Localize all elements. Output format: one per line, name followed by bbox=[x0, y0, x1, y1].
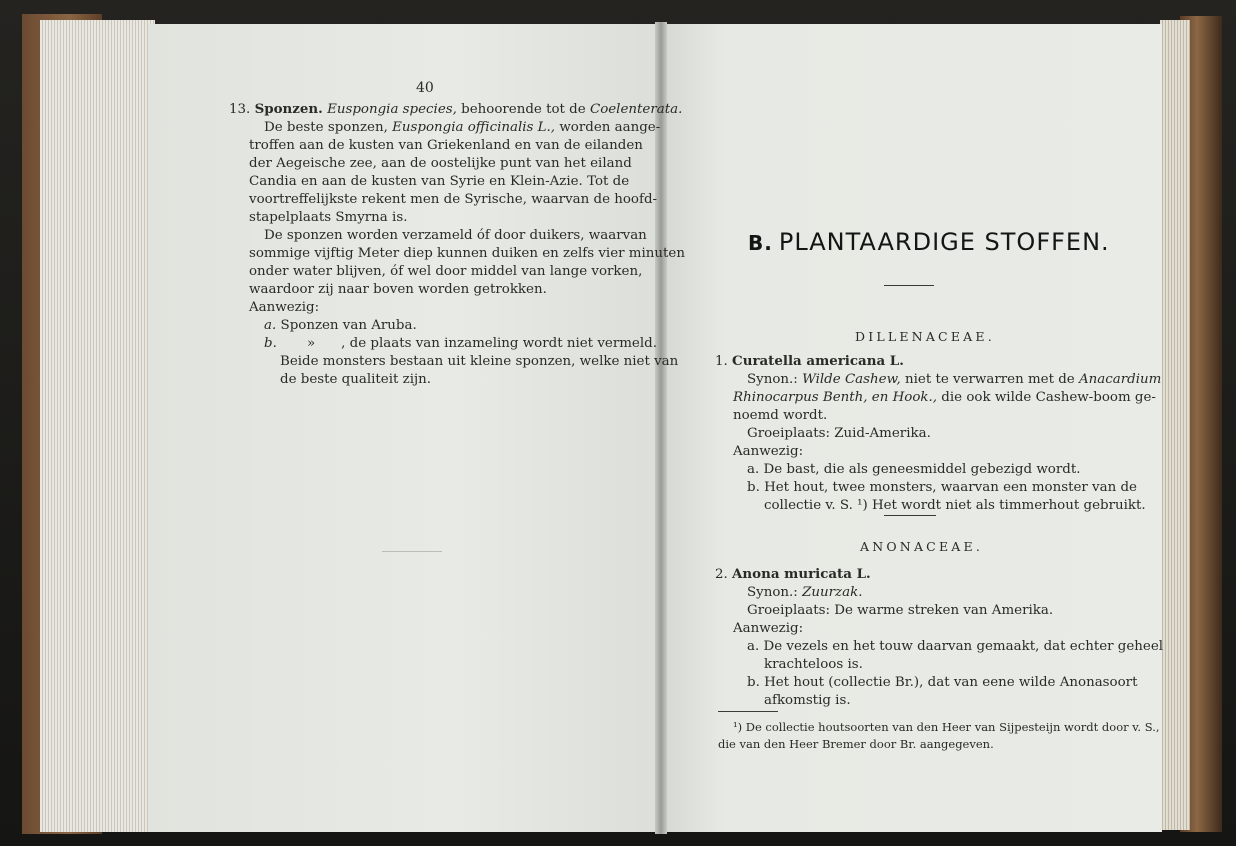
list-item: afkomstig is. bbox=[764, 693, 851, 708]
text-line: noemd wordt. bbox=[733, 408, 828, 423]
ditto-mark: » bbox=[307, 336, 316, 351]
text-line: stapelplaats Smyrna is. bbox=[249, 210, 408, 225]
synonym-line: Synon.: Wilde Cashew, niet te verwarren met de Anacardium bbox=[747, 372, 1162, 387]
entry-13-heading bbox=[229, 101, 682, 119]
page-edges-right bbox=[1160, 20, 1190, 830]
groeiplaats-line: Groeiplaats: De warme streken van Amerika. bbox=[747, 603, 1054, 618]
text-line: Beide monsters bestaan uit kleine sponzen, welke niet van bbox=[280, 354, 679, 369]
list-item: b. Het hout, twee monsters, waarvan een monster van de bbox=[747, 480, 1137, 495]
text-line: voortreffelijkste rekent men de Syrische, waarvan de hoofd- bbox=[249, 192, 658, 207]
section-heading bbox=[748, 228, 1110, 256]
synonym-line: Synon.: Zuurzak. bbox=[747, 585, 863, 600]
entry-1-heading: 1. Curatella americana L. bbox=[715, 353, 904, 369]
page-number: 40 bbox=[416, 80, 434, 96]
list-item: a. Sponzen van Aruba. bbox=[264, 318, 417, 333]
text-line: De beste sponzen, Euspongia officinalis L., worden aange- bbox=[264, 120, 661, 135]
list-item: b. » , de plaats van inzameling wordt niet vermeld. bbox=[264, 336, 657, 351]
page-edges-left bbox=[40, 20, 155, 832]
text-line: der Aegeische zee, aan de oostelijke punt van het eiland bbox=[249, 156, 632, 171]
bleed-rule bbox=[382, 551, 442, 552]
family-heading: DILLENACEAE. bbox=[855, 329, 995, 344]
list-item: a. De vezels en het touw daarvan gemaakt, dat echter geheel bbox=[747, 639, 1164, 654]
aanwezig-label: Aanwezig: bbox=[733, 444, 804, 459]
groeiplaats-line: Groeiplaats: Zuid-Amerika. bbox=[747, 426, 931, 441]
family-heading: ANONACEAE. bbox=[860, 539, 983, 554]
entry-taxon: Coelenterata. bbox=[589, 102, 683, 117]
footnote: ¹) De collectie houtsoorten van den Heer van Sijpesteijn wordt door v. S., bbox=[733, 720, 1160, 734]
section-letter: B. bbox=[748, 231, 773, 255]
footnote-rule bbox=[718, 711, 778, 712]
entry-name: Curatella americana L. bbox=[732, 353, 904, 369]
text-line: sommige vijftig Meter diep kunnen duiken en zelfs vier minuten bbox=[249, 246, 685, 261]
text-line: de beste qualiteit zijn. bbox=[280, 372, 432, 387]
aanwezig-label: Aanwezig: bbox=[249, 300, 320, 315]
divider bbox=[884, 515, 936, 516]
divider bbox=[884, 285, 934, 286]
text-line: Candia en aan de kusten van Syrie en Klein-Azie. Tot de bbox=[249, 174, 630, 189]
list-item: collectie v. S. ¹) Het wordt niet als timmerhout gebruikt. bbox=[764, 498, 1146, 513]
entry-2-heading: 2. Anona muricata L. bbox=[715, 566, 871, 582]
synonym-line: Rhinocarpus Benth, en Hook., die ook wilde Cashew-boom ge- bbox=[733, 390, 1156, 405]
text-line: troffen aan de kusten van Griekenland en van de eilanden bbox=[249, 138, 643, 153]
list-item: b. Het hout (collectie Br.), dat van eene wilde Anonasoort bbox=[747, 675, 1138, 690]
aanwezig-label: Aanwezig: bbox=[733, 621, 804, 636]
entry-number: 13. bbox=[229, 102, 251, 117]
footnote: die van den Heer Bremer door Br. aangegeven. bbox=[718, 737, 994, 751]
text-line: onder water blijven, óf wel door middel van lange vorken, bbox=[249, 264, 643, 279]
entry-name: Sponzen. bbox=[254, 101, 323, 117]
text-line: waardoor zij naar boven worden getrokken. bbox=[249, 282, 547, 297]
entry-name: Anona muricata L. bbox=[732, 566, 871, 582]
section-title: PLANTAARDIGE STOFFEN. bbox=[778, 228, 1110, 256]
list-item: a. De bast, die als geneesmiddel gebezigd wordt. bbox=[747, 462, 1081, 477]
entry-latin: Euspongia species, bbox=[327, 102, 457, 117]
list-item: krachteloos is. bbox=[764, 657, 863, 672]
latin-officinalis: Euspongia officinalis L., bbox=[392, 120, 556, 135]
book-gutter bbox=[655, 22, 667, 834]
text-line: De sponzen worden verzameld óf door duikers, waarvan bbox=[264, 228, 647, 243]
entry-desc: behoorende tot de bbox=[461, 102, 586, 117]
